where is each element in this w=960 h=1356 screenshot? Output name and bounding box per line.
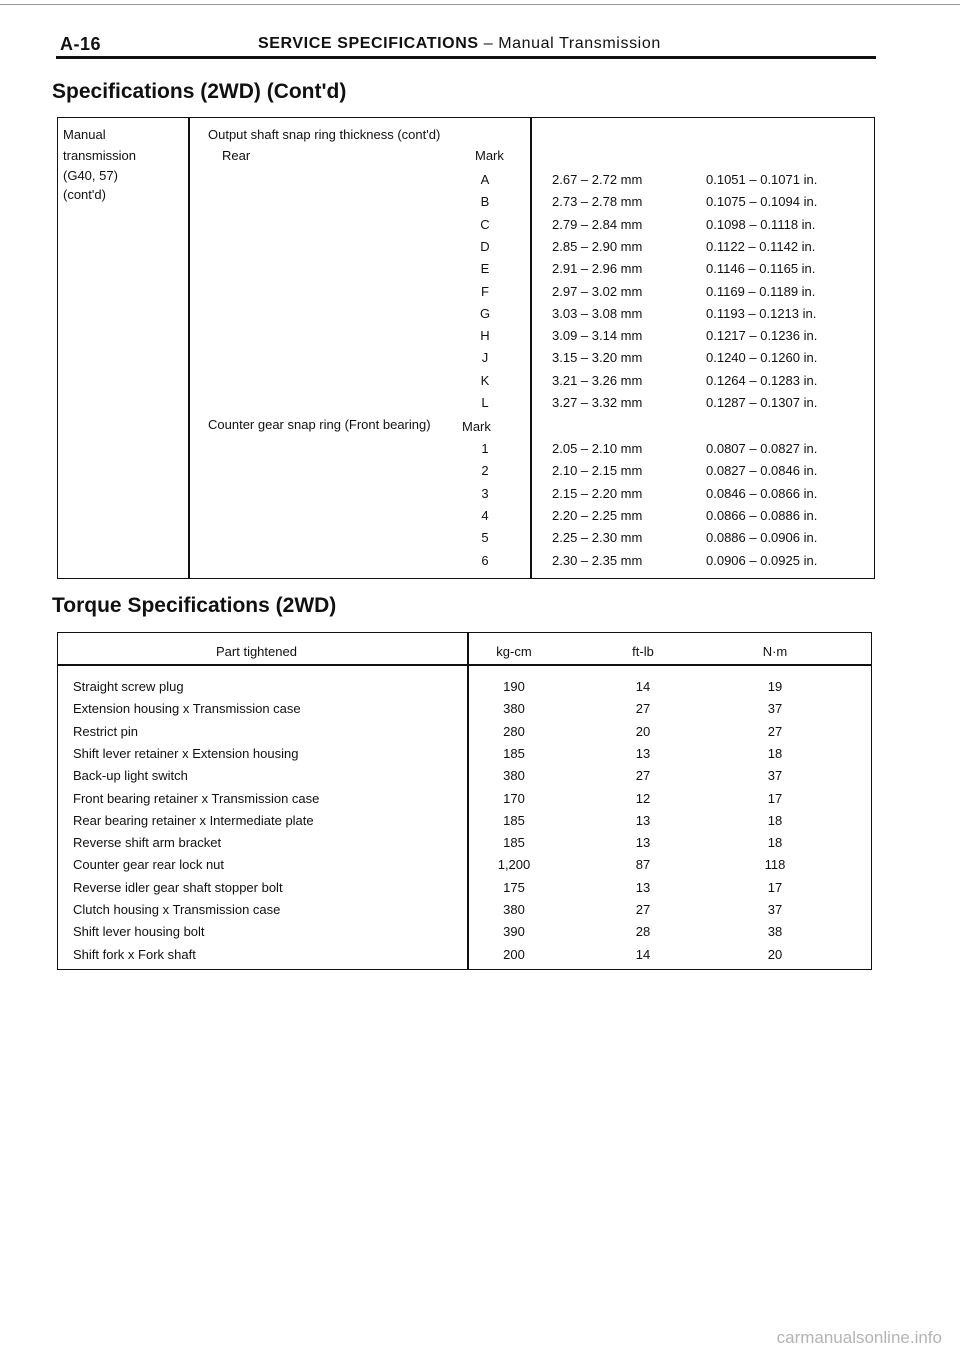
- spec-mark: L: [481, 395, 489, 410]
- spec-row: [0, 441, 960, 463]
- spec-row: [0, 553, 960, 575]
- value-ftlb: 13: [635, 745, 651, 761]
- spec-section-title: Specifications (2WD) (Cont'd): [52, 80, 347, 103]
- spec-mark: A: [480, 172, 490, 187]
- spec-row: [0, 350, 960, 372]
- value-nm: 37: [767, 701, 783, 717]
- group1-subtitle: Rear: [222, 148, 251, 163]
- spec-mark: 5: [481, 530, 489, 546]
- category-line-1: Manual: [63, 127, 106, 142]
- spec-value-in: 0.0807 – 0.0827 in.: [706, 441, 818, 456]
- part-name: Extension housing x Transmission case: [73, 701, 301, 717]
- value-ftlb: 13: [635, 812, 651, 828]
- spec-row: [0, 328, 960, 350]
- part-name: Clutch housing x Transmission case: [73, 902, 281, 917]
- spec-mark: 1: [481, 441, 489, 456]
- spec-value-in: 0.1075 – 0.1094 in.: [706, 194, 818, 210]
- header-section: SERVICE SPECIFICATIONS: [258, 35, 479, 52]
- category-line-4: (cont'd): [63, 187, 106, 202]
- spec-mark: 3: [481, 485, 489, 501]
- table-row: [57, 768, 872, 790]
- spec-value-mm: 2.25 – 2.30 mm: [552, 530, 643, 546]
- group2-title: Counter gear snap ring (Front bearing): [208, 417, 431, 432]
- spec-value-mm: 2.91 – 2.96 mm: [552, 261, 643, 277]
- value-nm: 37: [767, 768, 783, 784]
- spec-value-mm: 2.15 – 2.20 mm: [552, 485, 643, 501]
- spec-mark: F: [481, 283, 489, 299]
- spec-value-in: 0.1217 – 0.1236 in.: [706, 328, 818, 344]
- table-row: [57, 902, 872, 924]
- spec-row: [0, 463, 960, 485]
- top-scan-rule: [0, 4, 960, 5]
- value-nm: 19: [767, 679, 783, 694]
- spec-row: [0, 194, 960, 216]
- table-row: [57, 746, 872, 768]
- watermark: carmanualsonline.info: [776, 1328, 942, 1347]
- spec-value-mm: 2.30 – 2.35 mm: [552, 552, 643, 568]
- col-header-ftlb: ft-lb: [632, 644, 654, 659]
- spec-value-mm: 3.09 – 3.14 mm: [552, 328, 643, 344]
- table-row: [57, 679, 872, 701]
- value-kgcm: 185: [503, 745, 525, 761]
- spec-value-mm: 2.97 – 3.02 mm: [552, 283, 643, 299]
- value-ftlb: 27: [635, 902, 651, 917]
- table-row: [57, 880, 872, 902]
- spec-value-in: 0.0866 – 0.0886 in.: [706, 507, 818, 523]
- page-number: A-16: [60, 34, 102, 54]
- header-subsection: – Manual Transmission: [483, 35, 661, 52]
- spec-value-in: 0.0846 – 0.0866 in.: [706, 485, 818, 501]
- value-ftlb: 13: [635, 835, 651, 851]
- spec-mark: G: [479, 305, 491, 321]
- value-ftlb: 28: [635, 924, 651, 940]
- part-name: Shift lever retainer x Extension housing: [73, 745, 299, 761]
- category-line-3: (G40, 57): [63, 168, 118, 183]
- value-ftlb: 20: [635, 723, 651, 739]
- table-row: [57, 924, 872, 946]
- spec-row: [0, 373, 960, 395]
- torque-section-title: Torque Specifications (2WD): [52, 594, 337, 617]
- table-row: [57, 857, 872, 879]
- spec-value-mm: 2.85 – 2.90 mm: [552, 238, 643, 254]
- value-nm: 18: [767, 812, 783, 828]
- spec-value-mm: 2.73 – 2.78 mm: [552, 194, 643, 210]
- header-rule: [56, 56, 876, 59]
- spec-mark: D: [480, 238, 490, 254]
- part-name: Back-up light switch: [73, 768, 188, 784]
- value-nm: 37: [767, 902, 783, 917]
- spec-value-in: 0.0906 – 0.0925 in.: [706, 552, 818, 568]
- spec-value-mm: 2.05 – 2.10 mm: [552, 441, 643, 456]
- value-kgcm: 175: [503, 879, 525, 895]
- value-kgcm: 200: [503, 946, 525, 962]
- part-name: Front bearing retainer x Transmission case: [73, 790, 320, 806]
- spec-value-mm: 3.15 – 3.20 mm: [552, 350, 643, 366]
- value-kgcm: 1,200: [497, 857, 531, 873]
- col-header-part: Part tightened: [216, 644, 297, 659]
- spec-value-in: 0.0886 – 0.0906 in.: [706, 530, 818, 546]
- value-kgcm: 170: [503, 790, 525, 806]
- value-kgcm: 185: [503, 835, 525, 851]
- part-name: Restrict pin: [73, 723, 139, 739]
- spec-row: [0, 486, 960, 508]
- value-nm: 20: [767, 946, 783, 962]
- spec-row: [0, 508, 960, 530]
- value-nm: 18: [767, 835, 783, 851]
- spec-mark: K: [480, 372, 490, 388]
- value-ftlb: 87: [635, 857, 651, 873]
- part-name: Counter gear rear lock nut: [73, 857, 225, 873]
- spec-value-mm: 3.21 – 3.26 mm: [552, 372, 643, 388]
- torque-header-rule: [57, 664, 872, 666]
- spec-value-in: 0.1146 – 0.1165 in.: [706, 261, 816, 277]
- value-ftlb: 12: [635, 790, 651, 806]
- value-kgcm: 380: [503, 902, 525, 917]
- table-row: [57, 835, 872, 857]
- spec-row: [0, 239, 960, 261]
- table-row: [57, 813, 872, 835]
- spec-row: [0, 395, 960, 417]
- col-header-nm: N·m: [762, 644, 788, 659]
- spec-value-in: 0.1051 – 0.1071 in.: [706, 172, 818, 187]
- table-row: [57, 947, 872, 969]
- value-ftlb: 27: [635, 768, 651, 784]
- spec-mark: C: [480, 216, 490, 232]
- page-header-title: [258, 35, 661, 53]
- value-ftlb: 13: [635, 879, 651, 895]
- spec-value-mm: 2.67 – 2.72 mm: [552, 172, 643, 187]
- spec-mark: J: [481, 350, 489, 366]
- spec-value-in: 0.1169 – 0.1189 in.: [706, 283, 816, 299]
- group1-title: Output shaft snap ring thickness (cont'd): [208, 127, 441, 142]
- spec-value-mm: 2.20 – 2.25 mm: [552, 507, 643, 523]
- part-name: Straight screw plug: [73, 679, 184, 694]
- value-kgcm: 380: [503, 701, 525, 717]
- spec-row: [0, 172, 960, 194]
- spec-value-mm: 3.27 – 3.32 mm: [552, 395, 643, 410]
- spec-value-in: 0.1240 – 0.1260 in.: [706, 350, 818, 366]
- part-name: Rear bearing retainer x Intermediate plate: [73, 812, 314, 828]
- table-row: [57, 701, 872, 723]
- value-nm: 18: [767, 745, 783, 761]
- spec-value-mm: 3.03 – 3.08 mm: [552, 305, 643, 321]
- value-kgcm: 390: [503, 924, 525, 940]
- spec-row: [0, 261, 960, 283]
- value-kgcm: 185: [503, 812, 525, 828]
- spec-value-in: 0.0827 – 0.0846 in.: [706, 463, 818, 479]
- spec-row: [0, 217, 960, 239]
- value-nm: 17: [767, 879, 783, 895]
- spec-row: [0, 306, 960, 328]
- part-name: Shift fork x Fork shaft: [73, 946, 196, 962]
- spec-mark: 2: [481, 463, 489, 479]
- value-kgcm: 190: [503, 679, 525, 694]
- spec-value-in: 0.1287 – 0.1307 in.: [706, 395, 818, 410]
- category-line-2: transmission: [63, 148, 136, 163]
- spec-value-in: 0.1193 – 0.1213 in.: [706, 305, 817, 321]
- spec-mark: H: [480, 328, 490, 344]
- group2-mark-label: Mark: [462, 419, 491, 434]
- part-name: Reverse shift arm bracket: [73, 835, 222, 851]
- part-name: Shift lever housing bolt: [73, 924, 205, 940]
- value-nm: 38: [767, 924, 783, 940]
- group1-mark-label: Mark: [475, 148, 504, 163]
- value-ftlb: 27: [635, 701, 651, 717]
- spec-value-mm: 2.10 – 2.15 mm: [552, 463, 643, 479]
- spec-mark: E: [480, 261, 490, 277]
- spec-mark: 6: [481, 552, 489, 568]
- table-row: [57, 791, 872, 813]
- spec-value-mm: 2.79 – 2.84 mm: [552, 216, 643, 232]
- value-kgcm: 280: [503, 723, 525, 739]
- value-ftlb: 14: [635, 946, 651, 962]
- value-nm: 118: [764, 857, 786, 873]
- value-ftlb: 14: [635, 679, 651, 694]
- spec-mark: B: [480, 194, 490, 210]
- part-name: Reverse idler gear shaft stopper bolt: [73, 879, 283, 895]
- spec-row: [0, 284, 960, 306]
- value-nm: 27: [767, 723, 783, 739]
- spec-value-in: 0.1098 – 0.1118 in.: [706, 216, 816, 232]
- spec-value-in: 0.1122 – 0.1142 in.: [706, 238, 816, 254]
- spec-value-in: 0.1264 – 0.1283 in.: [706, 372, 818, 388]
- spec-mark: 4: [481, 507, 489, 523]
- col-header-kgcm: kg-cm: [496, 644, 532, 659]
- spec-row: [0, 530, 960, 552]
- table-row: [57, 724, 872, 746]
- value-kgcm: 380: [503, 768, 525, 784]
- value-nm: 17: [767, 790, 783, 806]
